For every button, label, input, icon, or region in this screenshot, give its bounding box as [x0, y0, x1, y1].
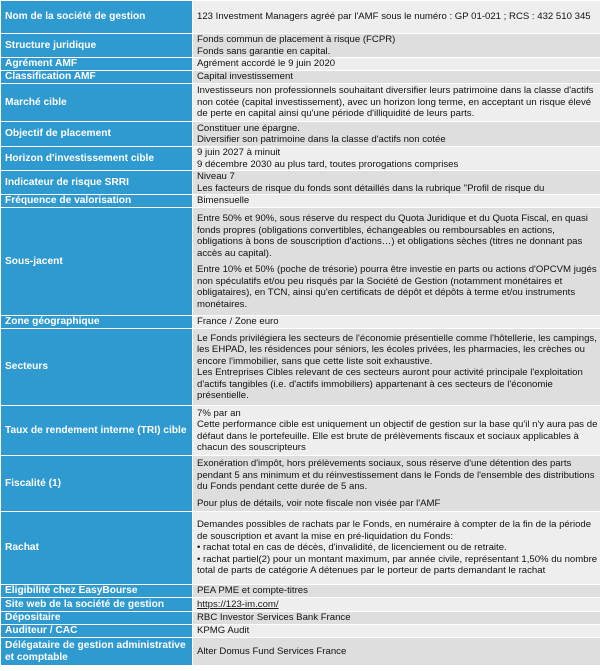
table-row	[1, 638, 600, 666]
row-label: Eligibilité chez EasyBourse	[1, 585, 193, 598]
row-value-paragraph: Capital investissement	[197, 71, 293, 83]
row-value	[193, 638, 600, 666]
row-label: Zone géographique	[1, 316, 193, 329]
row-value	[193, 147, 600, 171]
row-value-paragraph: Niveau 7	[197, 171, 235, 182]
row-label: Classification AMF	[1, 71, 193, 84]
table-row	[1, 329, 600, 406]
row-label: Indicateur de risque SRRI	[1, 171, 193, 195]
row-label: Sous-jacent	[1, 208, 193, 316]
row-value	[193, 512, 600, 585]
table-row	[1, 147, 600, 171]
row-value	[193, 1, 600, 34]
row-label: Marché cible	[1, 84, 193, 122]
row-value	[193, 171, 600, 195]
row-value-paragraph: 123 Investment Managers agréé par l'AMF sous le numéro : GP 01-021 ; RCS : 432 510 345	[197, 11, 591, 23]
row-label: Horizon d'investissement cible	[1, 147, 193, 171]
table-row	[1, 406, 600, 456]
table-row	[1, 512, 600, 585]
row-value-paragraph: Fonds commun de placement à risque (FCPR)	[197, 34, 396, 45]
table-row	[1, 208, 600, 316]
row-label: Nom de la société de gestion	[1, 1, 193, 34]
row-value-paragraph: Les facteurs de risque du fonds sont détaillés dans la rubrique "Profil de risque du	[197, 182, 545, 194]
row-value-paragraph: Cette performance cible est uniquement un objectif de gestion sur la base qu'il n'y aura pas de défaut dans le portefeuille. Elle est brute de prélèvements fiscaux et sociaux applicables à chacun des souscripteurs	[197, 419, 598, 453]
row-value	[193, 208, 600, 316]
row-value	[193, 316, 600, 329]
row-value-paragraph: Investisseurs non professionnels souhaitant diversifier leurs patrimoine dans la classe d'actifs non cotée (capital investissement), avec un horizon long terme, en acceptant un risque élevé de perte en capital ainsi qu'une période d'illiquidité de leurs parts.	[197, 85, 594, 120]
table-row	[1, 71, 600, 84]
table-row	[1, 58, 600, 71]
row-value-paragraph: Entre 50% et 90%, sous réserve du respect du Quota Juridique et du Quota Fiscal, en quasi fonds propres (obligations convertibles, échangeables ou remboursables en actions, obligations à bons de souscription d'actions…) et obligations sèches (titres ne donnant pas accès au capital).	[197, 213, 588, 259]
row-value-paragraph: • rachat partiel(2) pour un montant maximum, par année civile, représentant 1,50% du nombre total de parts de catégorie A détenues par le porteur de parts demandant le rachat	[197, 553, 598, 577]
row-value-paragraph: Agrément accordé le 9 juin 2020	[197, 58, 336, 70]
table-row	[1, 171, 600, 195]
row-value-paragraph: Entre 10% et 50% (poche de trésorie) pourra être investie en parts ou actions d'OPCVM jugés non spéculatifs et/ou peu risqués par la Société de Gestion (notamment monétaires et obligataires), en TCN, ainsi qu'en certificats de dépôt et dépôts à terme et/ou instruments monétaires.	[197, 264, 597, 310]
row-label: Objectif de placement	[1, 122, 193, 147]
row-value-paragraph: RBC Investor Services Bank France	[197, 612, 351, 624]
row-value	[193, 612, 600, 625]
row-label: Structure juridique	[1, 34, 193, 58]
row-value-paragraph: Diversifier son patrimoine dans la classe d'actifs non cotée	[197, 134, 446, 145]
row-value	[193, 34, 600, 58]
row-value-paragraph: 7% par an	[197, 407, 241, 419]
row-label: Taux de rendement interne (TRI) cible	[1, 406, 193, 456]
row-value-paragraph: KPMG Audit	[197, 625, 250, 637]
fund-info-rows	[1, 1, 600, 666]
row-label: Secteurs	[1, 329, 193, 406]
row-value-paragraph: Demandes possibles de rachats par le Fonds, en numéraire à compter de la fin de la période de souscription et avant la mise en pré-liquidation du Fonds:	[197, 519, 592, 542]
table-row	[1, 585, 600, 598]
row-label: Dépositaire	[1, 612, 193, 625]
row-value-paragraph: Exonération d'impôt, hors prélèvements sociaux, sous réserve d'une détention des parts pendant 5 ans minimum et du réinvestissement dans le Fonds de l'ensemble des distributions du Fonds pendant cette durée de 5 ans.	[197, 458, 595, 492]
row-value-paragraph: 9 décembre 2030 au plus tard, toutes prorogations comprises	[197, 158, 459, 170]
website-link[interactable]: https://123-im.com/	[197, 598, 279, 610]
table-row	[1, 84, 600, 122]
row-value-paragraph: Les Entreprises Cibles relevant de ces secteurs auront pour activité principale l'exploitation d'actifs tangibles (i.e. d'actifs immobiliers) appartenant à ces secteurs de l'économie présentielle.	[197, 367, 583, 401]
row-value	[193, 329, 600, 406]
table-row	[1, 612, 600, 625]
row-value	[193, 598, 600, 612]
row-value-paragraph: PEA PME et compte-titres	[197, 585, 308, 597]
row-value-paragraph: Fonds sans garantie en capital.	[197, 45, 331, 57]
table-row	[1, 1, 600, 34]
row-value	[193, 456, 600, 512]
row-label: Rachat	[1, 512, 193, 585]
row-value-paragraph: Pour plus de détails, voir note fiscale non visée par l'AMF	[197, 497, 441, 509]
row-value-paragraph: Bimensuelle	[197, 195, 250, 207]
table-row	[1, 456, 600, 512]
table-row	[1, 598, 600, 612]
row-value	[193, 58, 600, 71]
row-label: Fiscalité (1)	[1, 456, 193, 512]
table-row	[1, 122, 600, 147]
row-label: Fréquence de valorisation	[1, 195, 193, 208]
row-value-paragraph: Le Fonds privilégiera les secteurs de l'économie présentielle comme l'hôtellerie, les campings, les EHPAD, les résidences pour séniors, les écoles privées, les pharmacies, les crèches ou encore l'immobilier, sans que cette liste soit exhaustive.	[197, 332, 597, 367]
row-value-paragraph: Alter Domus Fund Services France	[197, 645, 347, 657]
row-value	[193, 71, 600, 84]
row-label: Auditeur / CAC	[1, 625, 193, 638]
row-value-paragraph: France / Zone euro	[197, 316, 279, 328]
row-value	[193, 406, 600, 456]
row-label: Site web de la société de gestion	[1, 598, 193, 612]
table-row	[1, 625, 600, 638]
row-value-paragraph: 9 juin 2027 à minuit	[197, 147, 281, 158]
row-label: Agrément AMF	[1, 58, 193, 71]
row-label: Délégataire de gestion administrative et comptable	[1, 638, 193, 666]
table-row	[1, 195, 600, 208]
row-value-paragraph: • rachat total en cas de décès, d'invalidité, de licenciement ou de retraite.	[197, 542, 507, 554]
row-value	[193, 625, 600, 638]
row-value	[193, 585, 600, 598]
row-value-paragraph: Constituer une épargne.	[197, 122, 300, 134]
table-row	[1, 316, 600, 329]
row-value	[193, 84, 600, 122]
table-row	[1, 34, 600, 58]
row-value	[193, 122, 600, 147]
row-value	[193, 195, 600, 208]
